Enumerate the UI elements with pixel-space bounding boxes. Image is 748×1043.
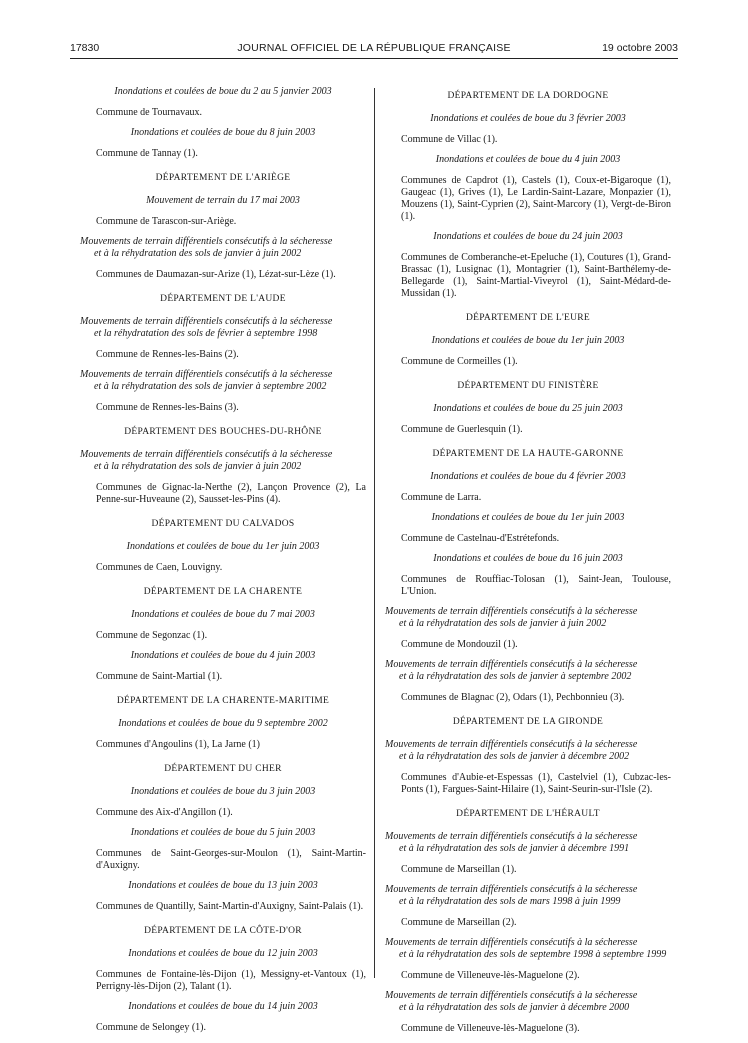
department-heading: DÉPARTEMENT DE L'ARIÈGE [155,173,291,183]
department-heading: DÉPARTEMENT DE LA HAUTE-GARONNE [432,449,624,459]
event-heading: Inondations et coulées de boue du 1er juin 2003 [431,512,625,523]
event-heading-line: Mouvements de terrain différentiels consécutifs à la sécheresse [80,236,333,247]
event-heading-line: Mouvements de terrain différentiels consécutifs à la sécheresse [80,369,333,380]
event-heading: Inondations et coulées de boue du 3 juin 2003 [130,786,316,797]
commune-list: Commune de Tarascon-sur-Ariège. [96,216,237,227]
right-column [385,86,671,1043]
commune-list: Communes de Rouffiac-Tolosan (1), Saint-Jean, Toulouse, L'Union. [401,574,671,597]
event-heading: Inondations et coulées de boue du 5 juin 2003 [130,827,316,838]
event-heading: Mouvement de terrain du 17 mai 2003 [146,195,300,206]
page-number: 17830 [70,42,100,54]
event-heading-line: Mouvements de terrain différentiels consécutifs à la sécheresse [385,659,638,670]
event-heading-line: et à la réhydratation des sols de janvier à septembre 2002 [399,671,632,682]
commune-list: Commune de Villac (1). [401,134,498,145]
department-heading: DÉPARTEMENT DU CHER [164,764,282,774]
event-heading [385,937,671,961]
department-heading: DÉPARTEMENT DU CALVADOS [151,519,295,529]
department-heading: DÉPARTEMENT DES BOUCHES-DU-RHÔNE [124,427,322,437]
event-heading [80,316,366,340]
commune-list: Commune de Rennes-les-Bains (3). [96,402,239,413]
event-heading: Inondations et coulées de boue du 12 juin 2003 [128,948,318,959]
event-heading-line: et à la réhydratation des sols de janvier à juin 2002 [399,618,607,629]
commune-list: Commune de Tournavaux. [96,107,203,118]
event-heading [80,449,366,473]
event-heading: Inondations et coulées de boue du 2 au 5 janvier 2003 [114,86,332,97]
event-heading-line: et à la réhydratation des sols de janvier à décembre 2002 [399,751,630,762]
department-heading: DÉPARTEMENT DU FINISTÈRE [457,381,599,391]
event-heading: Inondations et coulées de boue du 4 juin 2003 [435,154,621,165]
left-column [80,86,366,1042]
department-heading: DÉPARTEMENT DE LA CHARENTE-MARITIME [116,696,330,706]
event-heading-line: et à la réhydratation des sols de janvier à septembre 2002 [94,381,327,392]
commune-list: Commune de Tannay (1). [96,148,198,159]
commune-list: Communes de Fontaine-lès-Dijon (1), Messigny-et-Vantoux (1), Perrigny-lès-Dijon (2), Talant (1). [96,969,366,992]
event-heading-line: et à la réhydratation des sols de mars 1998 à juin 1999 [399,896,621,907]
event-heading [80,369,366,393]
commune-list: Communes de Caen, Louvigny. [96,562,223,573]
commune-list: Commune de Selongey (1). [96,1022,206,1033]
event-heading-line: et à la réhydratation des sols de janvier à juin 2002 [94,248,302,259]
event-heading: Inondations et coulées de boue du 1er juin 2003 [126,541,320,552]
event-heading-line: Mouvements de terrain différentiels consécutifs à la sécheresse [80,316,333,327]
commune-list: Commune de Segonzac (1). [96,630,208,641]
event-heading-line: et à la réhydratation des sols de janvier à décembre 1991 [399,843,630,854]
journal-title: JOURNAL OFFICIEL DE LA RÉPUBLIQUE FRANÇAISE [237,42,511,54]
commune-list: Commune de Saint-Martial (1). [96,671,223,682]
commune-list: Communes de Gignac-la-Nerthe (2), Lançon Provence (2), La Penne-sur-Huveaune (2), Sausset-les-Pins (4). [96,482,366,505]
event-heading-line: Mouvements de terrain différentiels consécutifs à la sécheresse [385,831,638,842]
event-heading: Inondations et coulées de boue du 7 mai 2003 [131,609,315,620]
commune-list: Communes de Capdrot (1), Castels (1), Coux-et-Bigaroque (1), Gaugeac (1), Grives (1), Le Lardin-Saint-Lazare, Monpazier (1), Mouzens (1), Saint-Cyprien (2), Saint-Marcory (1), Vergt-de-Biron (1). [401,175,671,222]
event-heading-line: Mouvements de terrain différentiels consécutifs à la sécheresse [385,884,638,895]
commune-list: Commune de Mondouzil (1). [401,639,518,650]
commune-list: Commune de Castelnau-d'Estrétefonds. [401,533,560,544]
department-heading: DÉPARTEMENT DE L'EURE [465,313,591,323]
event-heading-line: Mouvements de terrain différentiels consécutifs à la sécheresse [385,606,638,617]
department-heading: DÉPARTEMENT DE LA CÔTE-D'OR [144,926,302,936]
event-heading [385,990,671,1014]
event-heading: Inondations et coulées de boue du 25 juin 2003 [433,403,623,414]
commune-list: Commune de Marseillan (2). [401,917,517,928]
event-heading [385,739,671,763]
commune-list: Commune des Aix-d'Angillon (1). [96,807,233,818]
event-heading: Inondations et coulées de boue du 13 juin 2003 [128,880,318,891]
commune-list: Commune de Villeneuve-lès-Maguelone (3). [401,1023,580,1034]
commune-list: Commune de Villeneuve-lès-Maguelone (2). [401,970,580,981]
event-heading: Inondations et coulées de boue du 4 février 2003 [430,471,626,482]
event-heading [385,884,671,908]
event-heading [385,606,671,630]
event-heading-line: et à la réhydratation des sols de septembre 1998 à septembre 1999 [399,949,667,960]
department-heading: DÉPARTEMENT DE LA GIRONDE [452,717,604,727]
department-heading: DÉPARTEMENT DE L'AUDE [160,294,286,304]
department-heading: DÉPARTEMENT DE LA CHARENTE [143,587,303,597]
event-heading-line: et la réhydratation des sols de février à septembre 1998 [94,328,318,339]
event-heading: Inondations et coulées de boue du 1er juin 2003 [431,335,625,346]
commune-list: Communes de Blagnac (2), Odars (1), Pechbonnieu (3). [401,692,625,703]
event-heading: Inondations et coulées de boue du 24 juin 2003 [433,231,623,242]
event-heading-line: Mouvements de terrain différentiels consécutifs à la sécheresse [385,937,638,948]
commune-list: Communes d'Aubie-et-Espessas (1), Castelviel (1), Cubzac-les-Ponts (1), Fargues-Saint-Hilaire (1), Saint-Seurin-sur-l'Isle (2). [401,772,671,795]
event-heading [385,659,671,683]
commune-list: Commune de Guerlesquin (1). [401,424,523,435]
commune-list: Communes de Quantilly, Saint-Martin-d'Auxigny, Saint-Palais (1). [96,901,364,912]
department-heading: DÉPARTEMENT DE L'HÉRAULT [456,809,600,819]
event-heading-line: Mouvements de terrain différentiels consécutifs à la sécheresse [385,990,638,1001]
page-header [0,0,748,60]
column-divider [374,88,375,978]
department-heading: DÉPARTEMENT DE LA DORDOGNE [447,91,609,101]
commune-list: Communes d'Angoulins (1), La Jarne (1) [96,739,260,750]
event-heading-line: et à la réhydratation des sols de janvier à juin 2002 [94,461,302,472]
event-heading: Inondations et coulées de boue du 3 février 2003 [430,113,626,124]
commune-list: Commune de Rennes-les-Bains (2). [96,349,239,360]
commune-list: Communes de Comberanche-et-Epeluche (1), Coutures (1), Grand-Brassac (1), Lusignac (1), Montagrier (1), Saint-Barthélemy-de-Bellegarde (1), Saint-Martial-Viveyrol (1), Saint-Médard-de-Mussidan (1). [401,252,671,299]
event-heading: Inondations et coulées de boue du 14 juin 2003 [128,1001,318,1012]
commune-list: Commune de Cormeilles (1). [401,356,518,367]
event-heading: Inondations et coulées de boue du 4 juin 2003 [130,650,316,661]
event-heading: Inondations et coulées de boue du 16 juin 2003 [433,553,623,564]
commune-list: Communes de Saint-Georges-sur-Moulon (1), Saint-Martin-d'Auxigny. [96,848,366,871]
event-heading [385,831,671,855]
publication-date: 19 octobre 2003 [602,42,678,54]
header-rule [70,58,678,59]
event-heading-line: Mouvements de terrain différentiels consécutifs à la sécheresse [385,739,638,750]
event-heading: Inondations et coulées de boue du 8 juin 2003 [130,127,316,138]
event-heading-line: Mouvements de terrain différentiels consécutifs à la sécheresse [80,449,333,460]
commune-list: Commune de Larra. [401,492,482,503]
event-heading-line: et à la réhydratation des sols de janvier à décembre 2000 [399,1002,630,1013]
event-heading: Inondations et coulées de boue du 9 septembre 2002 [118,718,328,729]
event-heading [80,236,366,260]
commune-list: Communes de Daumazan-sur-Arize (1), Lézat-sur-Lèze (1). [96,269,336,280]
commune-list: Commune de Marseillan (1). [401,864,517,875]
